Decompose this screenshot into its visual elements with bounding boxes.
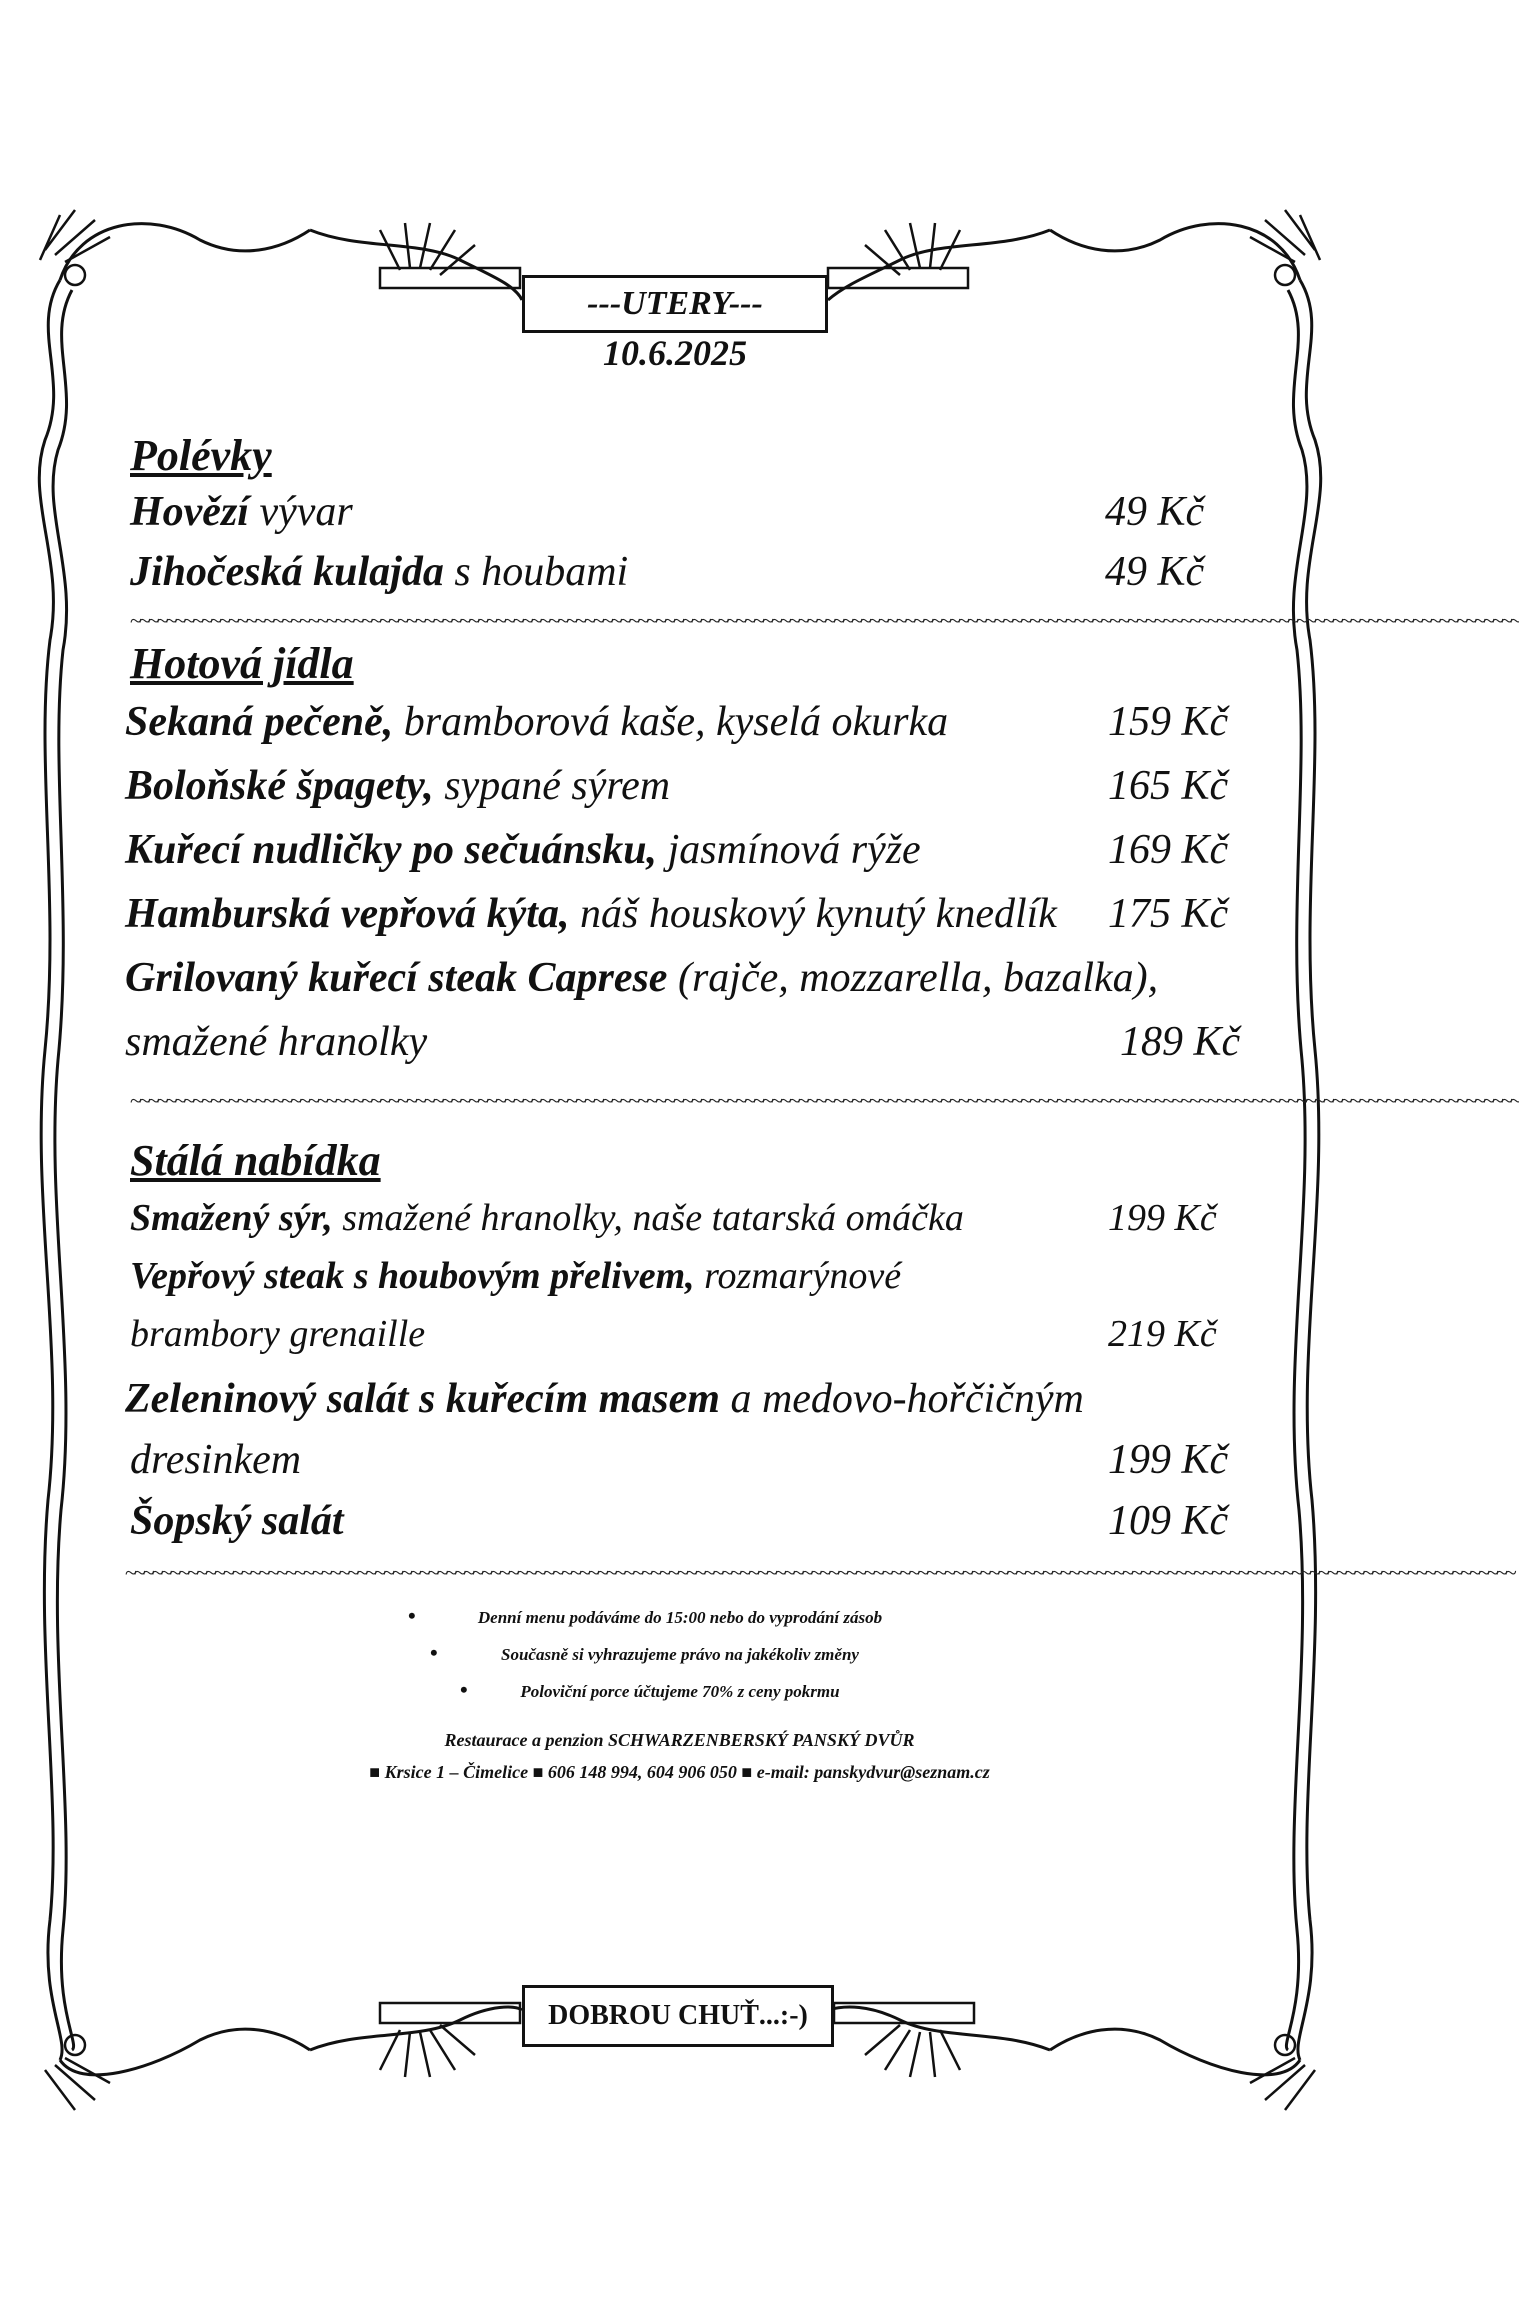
menu-item [125,1375,1084,1423]
item-name: Grilovaný kuřecí steak Caprese [125,955,668,1001]
section-title-standing: Stálá nabídka [130,1136,381,1185]
item-desc: jasmínová rýže [657,827,921,873]
note [380,1603,980,1628]
day-plate [522,275,828,333]
item-name: Sekaná pečeně, [125,699,394,745]
item-desc: náš houskový kynutý knedlík [569,891,1057,937]
day-label: ---UTERY--- [587,285,763,322]
item-desc: rozmarýnové [694,1255,902,1297]
contact-details: ■ Krsice 1 – Čimelice ■ 606 148 994, 604 906 050 ■ e-mail: panskydvur@seznam.cz [369,1762,990,1782]
item-price: 159 Kč [1108,699,1229,745]
separator: ~~~~~~~~~~~~~~~~~~~~~~~~~~~~~~~~~~~~~~~~~~~~~~~~~~~~~~~~~~~~~~~~~~~~~~~~~~~~~~~~~~~~~~~~~~~~~~~~~~~~~~~~~~~~~~~~~~~~~~~~~~~~~~~~~~~~~~~~~~~~~~~~~~~~~~~~~~~~ [130,1088,1519,1113]
bullet: • [430,1640,438,1665]
item-desc: brambory grenaille [130,1313,426,1355]
menu-item-continued [130,1436,301,1484]
item-price: 49 Kč [1105,489,1205,535]
menu-item [130,1254,901,1298]
item-name: Vepřový steak s houbovým přelivem, [130,1255,695,1297]
item-desc: (rajče, mozzarella, bazalka), [667,955,1159,1001]
item-desc: smažené hranolky, naše tatarská omáčka [332,1197,964,1239]
item-price: 199 Kč [1108,1437,1229,1483]
item-desc: smažené hranolky [125,1019,428,1065]
item-desc: bramborová kaše, kyselá okurka [393,699,949,745]
note [380,1677,980,1702]
note-text: Poloviční porce účtujeme 70% z ceny pokrmu [520,1682,840,1701]
item-name: Smažený sýr, [130,1197,333,1239]
footer-text: DOBROU CHUŤ...:-) [548,2000,808,2031]
item-price: 165 Kč [1108,763,1229,809]
note-text: Současně si vyhrazujeme právo na jakékoliv změny [501,1645,859,1664]
item-name: Kuřecí nudličky po sečuánsku, [125,827,658,873]
menu-item-continued [130,1312,425,1356]
bullet: • [460,1677,468,1702]
menu-item [125,954,1158,1002]
bullet: • [408,1603,416,1628]
item-price: 189 Kč [1120,1019,1241,1065]
separator: ~~~~~~~~~~~~~~~~~~~~~~~~~~~~~~~~~~~~~~~~~~~~~~~~~~~~~~~~~~~~~~~~~~~~~~~~~~~~~~~~~~~~~~~~~~~~~~~~~~~~~~~~~~~~~~~~~~~~~~~~~~~~~~~~~~~~~~~~~~~~~~~~~~~~~~~~~~~~ [130,608,1519,633]
menu-item [130,1196,964,1240]
menu-item [130,488,353,536]
menu-item [125,698,948,746]
menu-item [125,826,921,874]
item-desc: sypané sýrem [433,763,671,809]
separator: ~~~~~~~~~~~~~~~~~~~~~~~~~~~~~~~~~~~~~~~~~~~~~~~~~~~~~~~~~~~~~~~~~~~~~~~~~~~~~~~~~~~~~~~~~~~~~~~~~~~~~~~~~~~~~~~~~~~~~~~~~~~~~~~~~~~~~~~~~~~~~~~~~~~~~~~~~~~~ [125,1560,1514,1585]
item-price: 49 Kč [1105,549,1205,595]
item-name: Hamburská vepřová kýta, [125,891,570,937]
item-desc: dresinkem [130,1437,302,1483]
restaurant-name: Restaurace a penzion SCHWARZENBERSKÝ PANSKÝ DVŮR [444,1730,915,1750]
section-title-soups: Polévky [130,431,272,480]
footer-plate [522,1985,834,2047]
item-price: 175 Kč [1108,891,1229,937]
item-price: 169 Kč [1108,827,1229,873]
item-name: Hovězí [130,489,249,535]
note [380,1640,980,1665]
item-desc: vývar [248,489,353,535]
item-desc: s houbami [443,549,629,595]
menu-date: 10.6.2025 [603,333,747,373]
menu-item-continued [125,1018,427,1066]
item-desc: a medovo-hořčičným [719,1376,1084,1422]
note-text: Denní menu podáváme do 15:00 nebo do vyprodání zásob [477,1608,883,1627]
menu-item [125,762,670,810]
item-price: 199 Kč [1108,1197,1217,1239]
menu-item [125,890,1057,938]
item-price: 219 Kč [1108,1313,1217,1355]
section-title-meals: Hotová jídla [130,639,354,688]
item-name: Boloňské špagety, [125,763,434,809]
item-name: Zeleninový salát s kuřecím masem [125,1376,720,1422]
menu-item [130,1497,344,1545]
menu-item [130,548,628,596]
item-name: Šopský salát [130,1498,344,1544]
item-price: 109 Kč [1108,1498,1229,1544]
item-name: Jihočeská kulajda [130,549,444,595]
